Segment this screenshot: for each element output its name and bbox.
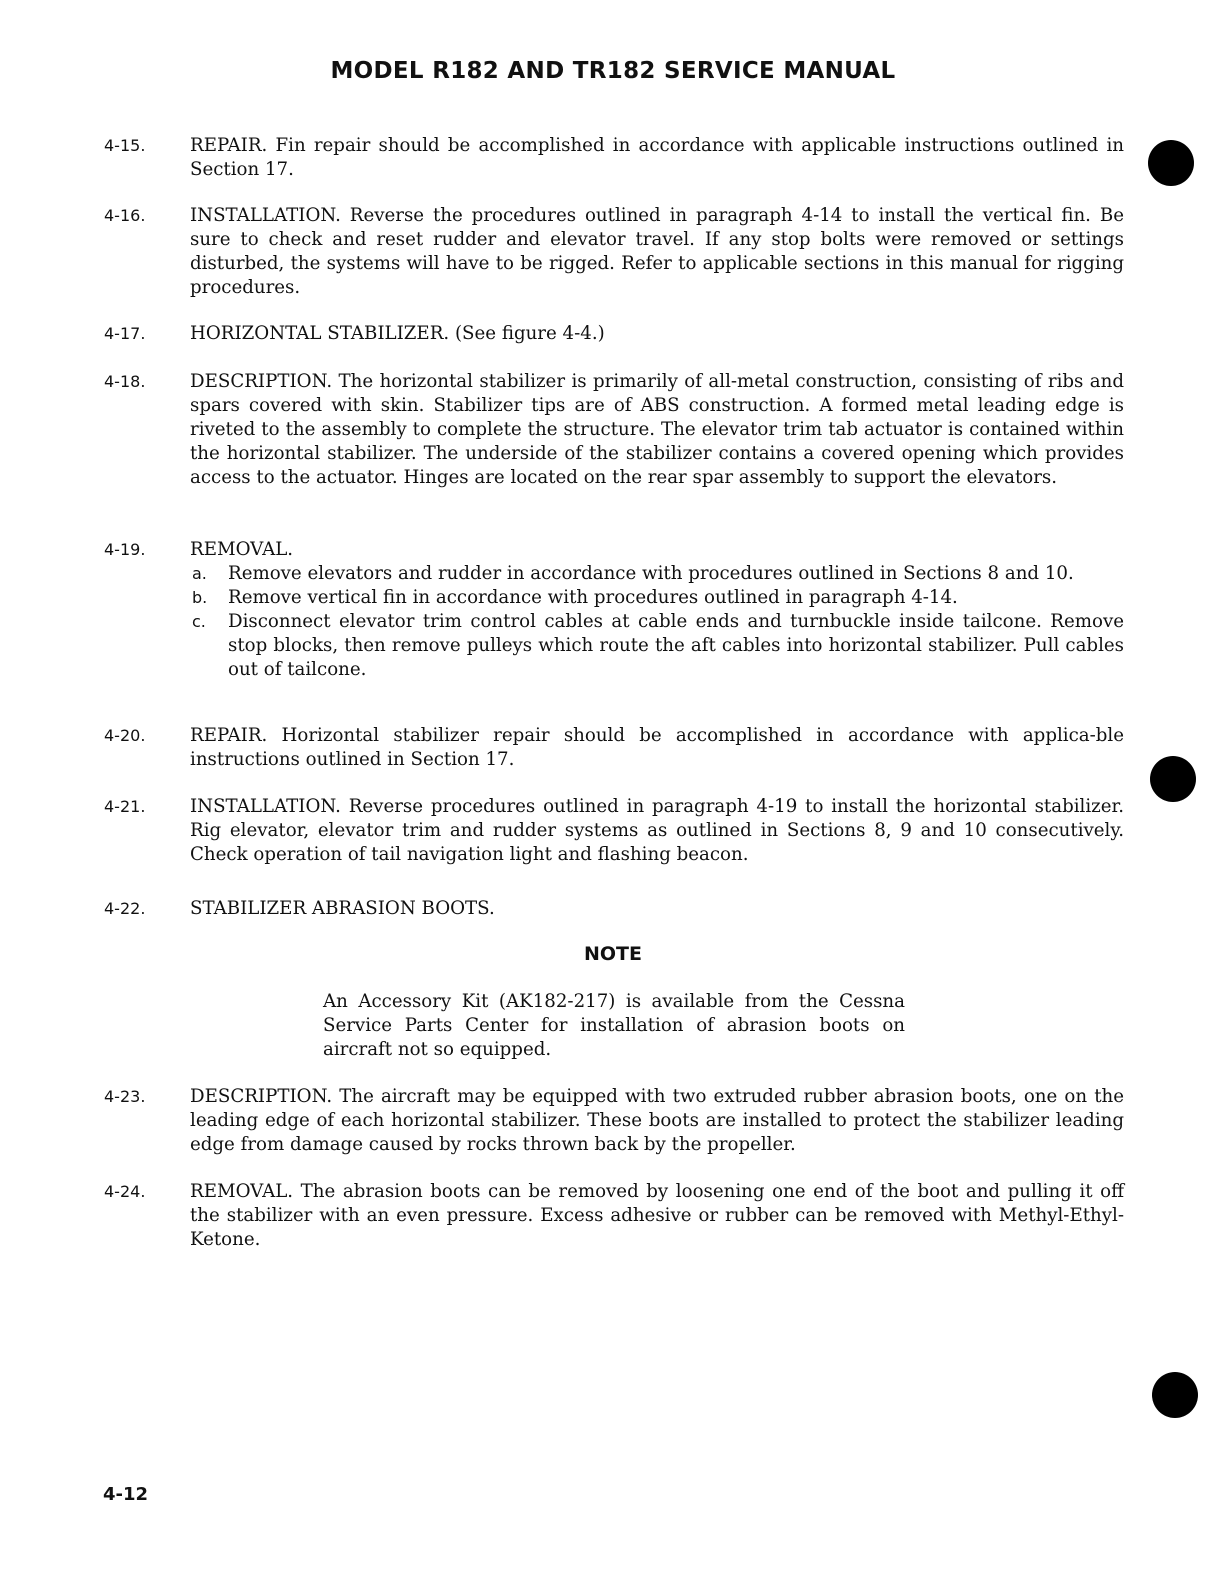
paragraph-4-24 (104, 1180, 1124, 1252)
page-number: 4-12 (103, 1484, 149, 1505)
paragraph-text: DESCRIPTION. The horizontal stabilizer is primarily of all-metal construction, consisting of ribs and spars covered with skin. Stabilizer tips are of ABS construction. A formed metal leading edge is riveted to the assembly to complete the structure. The elevator trim tab actuator is contained within the horizontal stabilizer. The underside of the stabilizer contains a covered opening which provides access to the actuator. Hinges are located on the rear spar assembly to support the elevators. (190, 371, 1124, 488)
paragraph-text: INSTALLATION. Reverse the procedures outlined in paragraph 4-14 to install the vertical fin. Be sure to check and reset rudder and elevator travel. If any stop bolts were removed or settings disturbed, the systems will have to be rigged. Refer to applicable sections in this manual for rigging procedures. (190, 205, 1124, 298)
list-item (192, 586, 1124, 610)
note-text: An Accessory Kit (AK182-217) is available from the Cessna Service Parts Center for installation of abrasion boots on aircraft not so equipped. (323, 991, 905, 1060)
paragraph-4-18 (104, 370, 1124, 490)
paragraph-4-16 (104, 204, 1124, 300)
paragraph-4-19 (104, 538, 1124, 682)
list-item-letter: a. (192, 564, 207, 583)
paragraph-number: 4-18. (104, 372, 146, 391)
list-item-letter: c. (192, 612, 206, 631)
paragraph-text: STABILIZER ABRASION BOOTS. (190, 898, 495, 919)
list-item-text: Remove vertical fin in accordance with procedures outlined in paragraph 4-14. (228, 587, 958, 608)
paragraph-number: 4-22. (104, 899, 146, 918)
paragraph-number: 4-17. (104, 324, 146, 343)
paragraph-4-21 (104, 795, 1124, 867)
paragraph-number: 4-15. (104, 136, 146, 155)
paragraph-number: 4-19. (104, 540, 146, 559)
paragraph-number: 4-20. (104, 726, 146, 745)
paragraph-4-23 (104, 1085, 1124, 1157)
paragraph-number: 4-21. (104, 797, 146, 816)
note-title: NOTE (584, 943, 642, 965)
list-item-text: Disconnect elevator trim control cables at cable ends and turnbuckle inside tailcone. Remove stop blocks, then remove pulleys which route the aft cables into horizontal stabilizer. Pull cables out of tailcone. (228, 611, 1124, 680)
paragraph-4-17 (104, 322, 1124, 346)
list-item-text: Remove elevators and rudder in accordance with procedures outlined in Sections 8 and 10. (228, 563, 1074, 584)
page-title: MODEL R182 AND TR182 SERVICE MANUAL (330, 58, 896, 84)
paragraph-text: REPAIR. Fin repair should be accomplished in accordance with applicable instructions outlined in Section 17. (190, 135, 1124, 180)
paragraph-text: REMOVAL. (190, 539, 294, 560)
binder-hole-middle (1150, 756, 1196, 802)
paragraph-4-22 (104, 897, 1124, 921)
paragraph-text: DESCRIPTION. The aircraft may be equipped with two extruded rubber abrasion boots, one on the leading edge of each horizontal stabilizer. These boots are installed to protect the stabilizer leading edge from damage caused by rocks thrown back by the propeller. (190, 1086, 1124, 1155)
paragraph-text: REMOVAL. The abrasion boots can be removed by loosening one end of the boot and pulling it off the stabilizer with an even pressure. Excess adhesive or rubber can be removed with Methyl-Ethyl-Ketone. (190, 1181, 1124, 1250)
list-item (192, 610, 1124, 682)
list-item (192, 562, 1124, 586)
paragraph-text: REPAIR. Horizontal stabilizer repair should be accomplished in accordance with applica-ble instructions outlined in Section 17. (190, 725, 1124, 770)
paragraph-number: 4-24. (104, 1182, 146, 1201)
paragraph-number: 4-23. (104, 1087, 146, 1106)
binder-hole-bottom (1152, 1372, 1198, 1418)
binder-hole-top (1148, 140, 1194, 186)
paragraph-4-15 (104, 134, 1124, 182)
paragraph-text: HORIZONTAL STABILIZER. (See figure 4-4.) (190, 323, 605, 344)
paragraph-number: 4-16. (104, 206, 146, 225)
paragraph-text: INSTALLATION. Reverse procedures outlined in paragraph 4-19 to install the horizontal stabilizer. Rig elevator, elevator trim and rudder systems as outlined in Sections 8, 9 and 10 consecutively. Check operation of tail navigation light and flashing beacon. (190, 796, 1124, 865)
list-item-letter: b. (192, 588, 208, 607)
paragraph-4-20 (104, 724, 1124, 772)
